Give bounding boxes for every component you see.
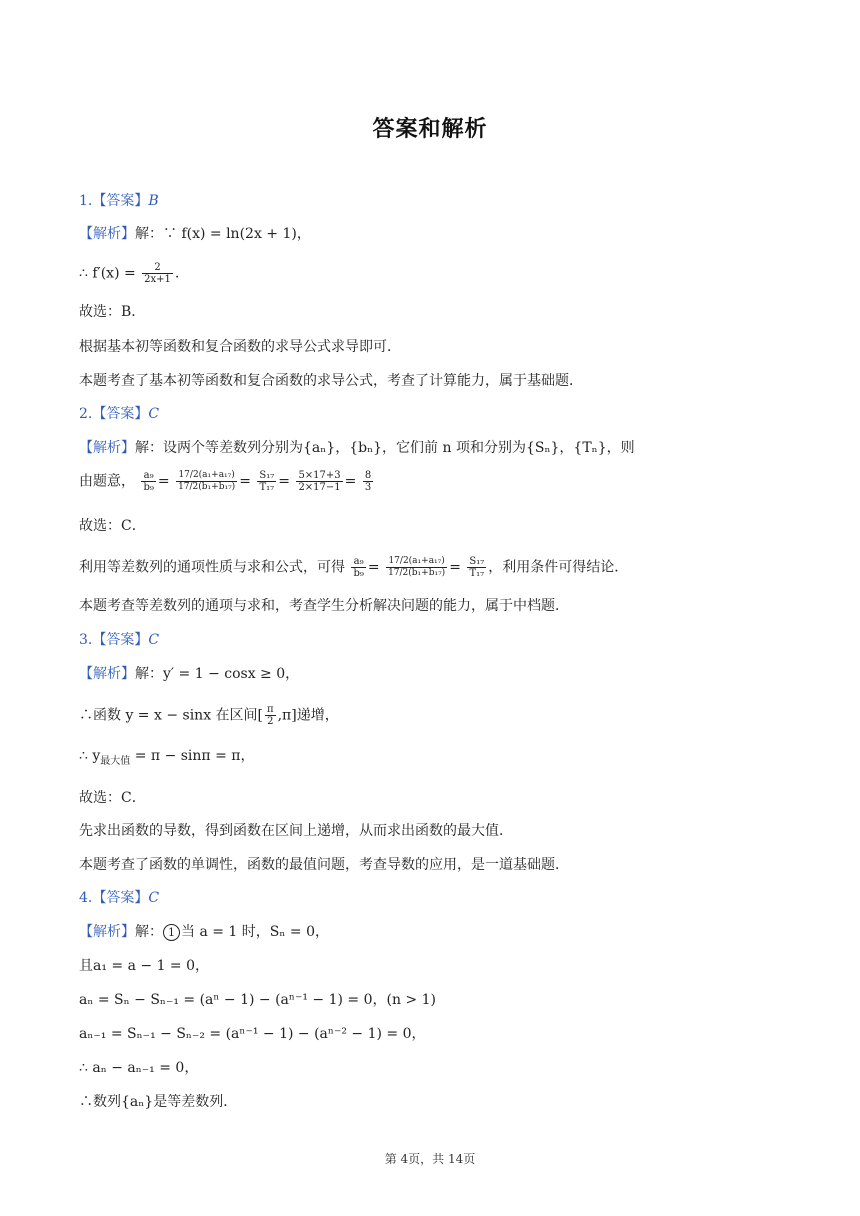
q2-method-frac-3 xyxy=(467,556,486,579)
q3-label: 3.【答案】 xyxy=(79,632,149,648)
q4-answer-value: C xyxy=(148,890,160,906)
q1-method: 根据基本初等函数和复合函数的求导公式求导即可． xyxy=(79,339,401,355)
q1-choice: 故选：B． xyxy=(79,304,146,320)
q1-frac-num: 2 xyxy=(142,262,173,274)
q2-frac-5-num: 8 xyxy=(364,470,372,481)
q1-answer xyxy=(79,191,159,211)
q3-text-1: 解：y′ = 1 − cosx ≥ 0， xyxy=(135,666,300,682)
q3-max-sub: 最大值 xyxy=(100,755,131,767)
q4-line-6: ∴数列{aₙ}是等差数列． xyxy=(79,1094,238,1110)
q2-answer xyxy=(79,404,159,424)
q2-analysis-line-2: 由题意， $\frac{\text{a₉}}{\text{b₉}}$ = $\frac{\text{17/2(a₁+a₁₇)}}{\text{17/2(b₁+b₁₇)}}$ = $\frac{\text{S₁₇}}{\text{T₁₇}}$ = $\frac{5\times 17+3}{2\times 17-1}$ = $\frac{8}{3}$ xyxy=(79,470,372,493)
q3-pi-half-num: π xyxy=(267,704,274,715)
q2-frac-5-den: 3 xyxy=(364,482,372,493)
q2-method-frac-1-num: a₉ xyxy=(351,556,365,568)
q3-answer xyxy=(79,630,159,650)
q3-method: 先求出函数的导数，得到函数在区间上递增，从而求出函数的最大值． xyxy=(79,823,513,839)
q1-analysis-tag: 【解析】 xyxy=(79,226,135,242)
circled-one-icon: 1 xyxy=(163,924,180,941)
q2-method-frac-2 xyxy=(386,556,447,579)
q4-analysis-tag: 【解析】 xyxy=(79,924,135,940)
q1-label: 1.【答案】 xyxy=(79,193,149,209)
q1-derivative-fraction xyxy=(142,262,173,285)
q2-label: 2.【答案】 xyxy=(79,406,149,422)
q2-method-pre: 利用等差数列的通项性质与求和公式，可得 xyxy=(79,559,345,576)
q4-label: 4.【答案】 xyxy=(79,890,149,906)
q2-analysis-line-1 xyxy=(79,438,635,458)
q2-frac-4-num: 5×17+3 xyxy=(298,470,341,481)
q3-answer-value: C xyxy=(148,632,160,648)
q3-analysis-tag: 【解析】 xyxy=(79,666,135,682)
q3-max-rhs: = π − sinπ = π， xyxy=(130,748,255,764)
q2-text-1: 解：设两个等差数列分别为{aₙ}，{bₙ}，它们前 n 项和分别为{Sₙ}，{Tₙ}，则 xyxy=(135,440,635,456)
q3-choice: 故选：C． xyxy=(79,790,146,806)
q2-frac-1-den: b₉ xyxy=(143,482,154,493)
q2-method-post: ，利用条件可得结论． xyxy=(488,559,629,576)
q2-choice: 故选：C． xyxy=(79,518,146,534)
q3-comment: 本题考查了函数的单调性，函数的最值问题，考查导数的应用，是一道基础题． xyxy=(79,857,569,873)
q2-answer-value: C xyxy=(148,406,160,422)
q4-line-5: ∴ aₙ − aₙ₋₁ = 0， xyxy=(79,1060,199,1076)
q2-frac-3-den: T₁₇ xyxy=(259,482,275,493)
q2-frac-2-den: 17/2(b₁+b₁₇) xyxy=(178,482,236,492)
q2-method-frac-1-den: b₉ xyxy=(353,568,364,579)
q2-frac-1-num: a₉ xyxy=(141,470,155,482)
q3-pi-half xyxy=(265,704,276,727)
q2-method-frac-3-num: S₁₇ xyxy=(469,556,485,567)
q4-line-2: 且a₁ = a − 1 = 0， xyxy=(79,958,210,974)
q3-text-2-pre: ∴函数 y = x − sinx 在区间[ xyxy=(79,707,264,724)
q4-answer xyxy=(79,888,159,908)
q3-text-2-post: ,π]递增， xyxy=(277,707,339,724)
q1-analysis-line-2 xyxy=(79,262,179,285)
q1-derivative-end: . xyxy=(174,265,180,282)
q3-analysis-line-2 xyxy=(79,704,339,727)
page-title: 答案和解析 xyxy=(372,117,488,142)
q4-line-4: aₙ₋₁ = Sₙ₋₁ − Sₙ₋₂ = (aⁿ⁻¹ − 1) − (aⁿ⁻² − 1) = 0， xyxy=(79,1026,426,1042)
q2-analysis-tag: 【解析】 xyxy=(79,440,135,456)
q2-frac-1 xyxy=(141,470,155,493)
q2-frac-3-num: S₁₇ xyxy=(259,470,275,481)
q4-analysis-line-1: 【解析】解： 1 当 a = 1 时，Sₙ = 0， xyxy=(79,924,329,940)
q1-frac-den: 2x+1 xyxy=(144,274,171,285)
q1-text-1: 解：∵ f(x) = ln(2x + 1)， xyxy=(135,226,311,242)
q1-analysis-line-1 xyxy=(79,224,311,244)
q1-answer-value: B xyxy=(148,193,159,209)
q3-analysis-line-3 xyxy=(79,746,254,772)
q2-frac-2-num: 17/2(a₁+a₁₇) xyxy=(176,470,237,482)
q3-pi-half-den: 2 xyxy=(267,716,274,727)
q3-max-lhs: ∴ y xyxy=(79,748,101,764)
q2-method: 利用等差数列的通项性质与求和公式，可得 $\frac{\text{a₉}}{\text{b₉}}$ = $\frac{\text{17/2(a₁+a₁₇)}}{\text{17/2(b₁+b₁₇)}}$ = $\frac{\text{S₁₇}}{\text{T₁₇}}$ ，利用条件可得结论． xyxy=(79,556,629,579)
q4-line-3: aₙ = Sₙ − Sₙ₋₁ = (aⁿ − 1) − (aⁿ⁻¹ − 1) = 0，(n > 1) xyxy=(79,992,436,1008)
q2-frac-2 xyxy=(176,470,237,493)
q1-derivative-lhs: ∴ f′(x) = xyxy=(79,265,141,282)
q3-analysis-line-1 xyxy=(79,664,299,684)
q4-text-1: 当 a = 1 时，Sₙ = 0， xyxy=(181,924,329,940)
q2-frac-5 xyxy=(363,470,373,493)
q2-frac-3 xyxy=(257,470,276,493)
q2-method-frac-1 xyxy=(351,556,365,579)
page-footer: 第 4页，共 14页 xyxy=(384,1152,476,1166)
q2-method-frac-2-den: 17/2(b₁+b₁₇) xyxy=(388,568,446,578)
q2-frac-4-den: 2×17−1 xyxy=(298,482,341,493)
q2-method-frac-2-num: 17/2(a₁+a₁₇) xyxy=(386,556,447,568)
q2-comment: 本题考查等差数列的通项与求和，考查学生分析解决问题的能力，属于中档题． xyxy=(79,598,569,614)
q2-frac-4 xyxy=(296,470,342,493)
q1-comment: 本题考查了基本初等函数和复合函数的求导公式，考查了计算能力，属于基础题． xyxy=(79,373,583,389)
q2-text-2: 由题意， xyxy=(79,473,135,490)
q2-method-frac-3-den: T₁₇ xyxy=(469,568,485,579)
